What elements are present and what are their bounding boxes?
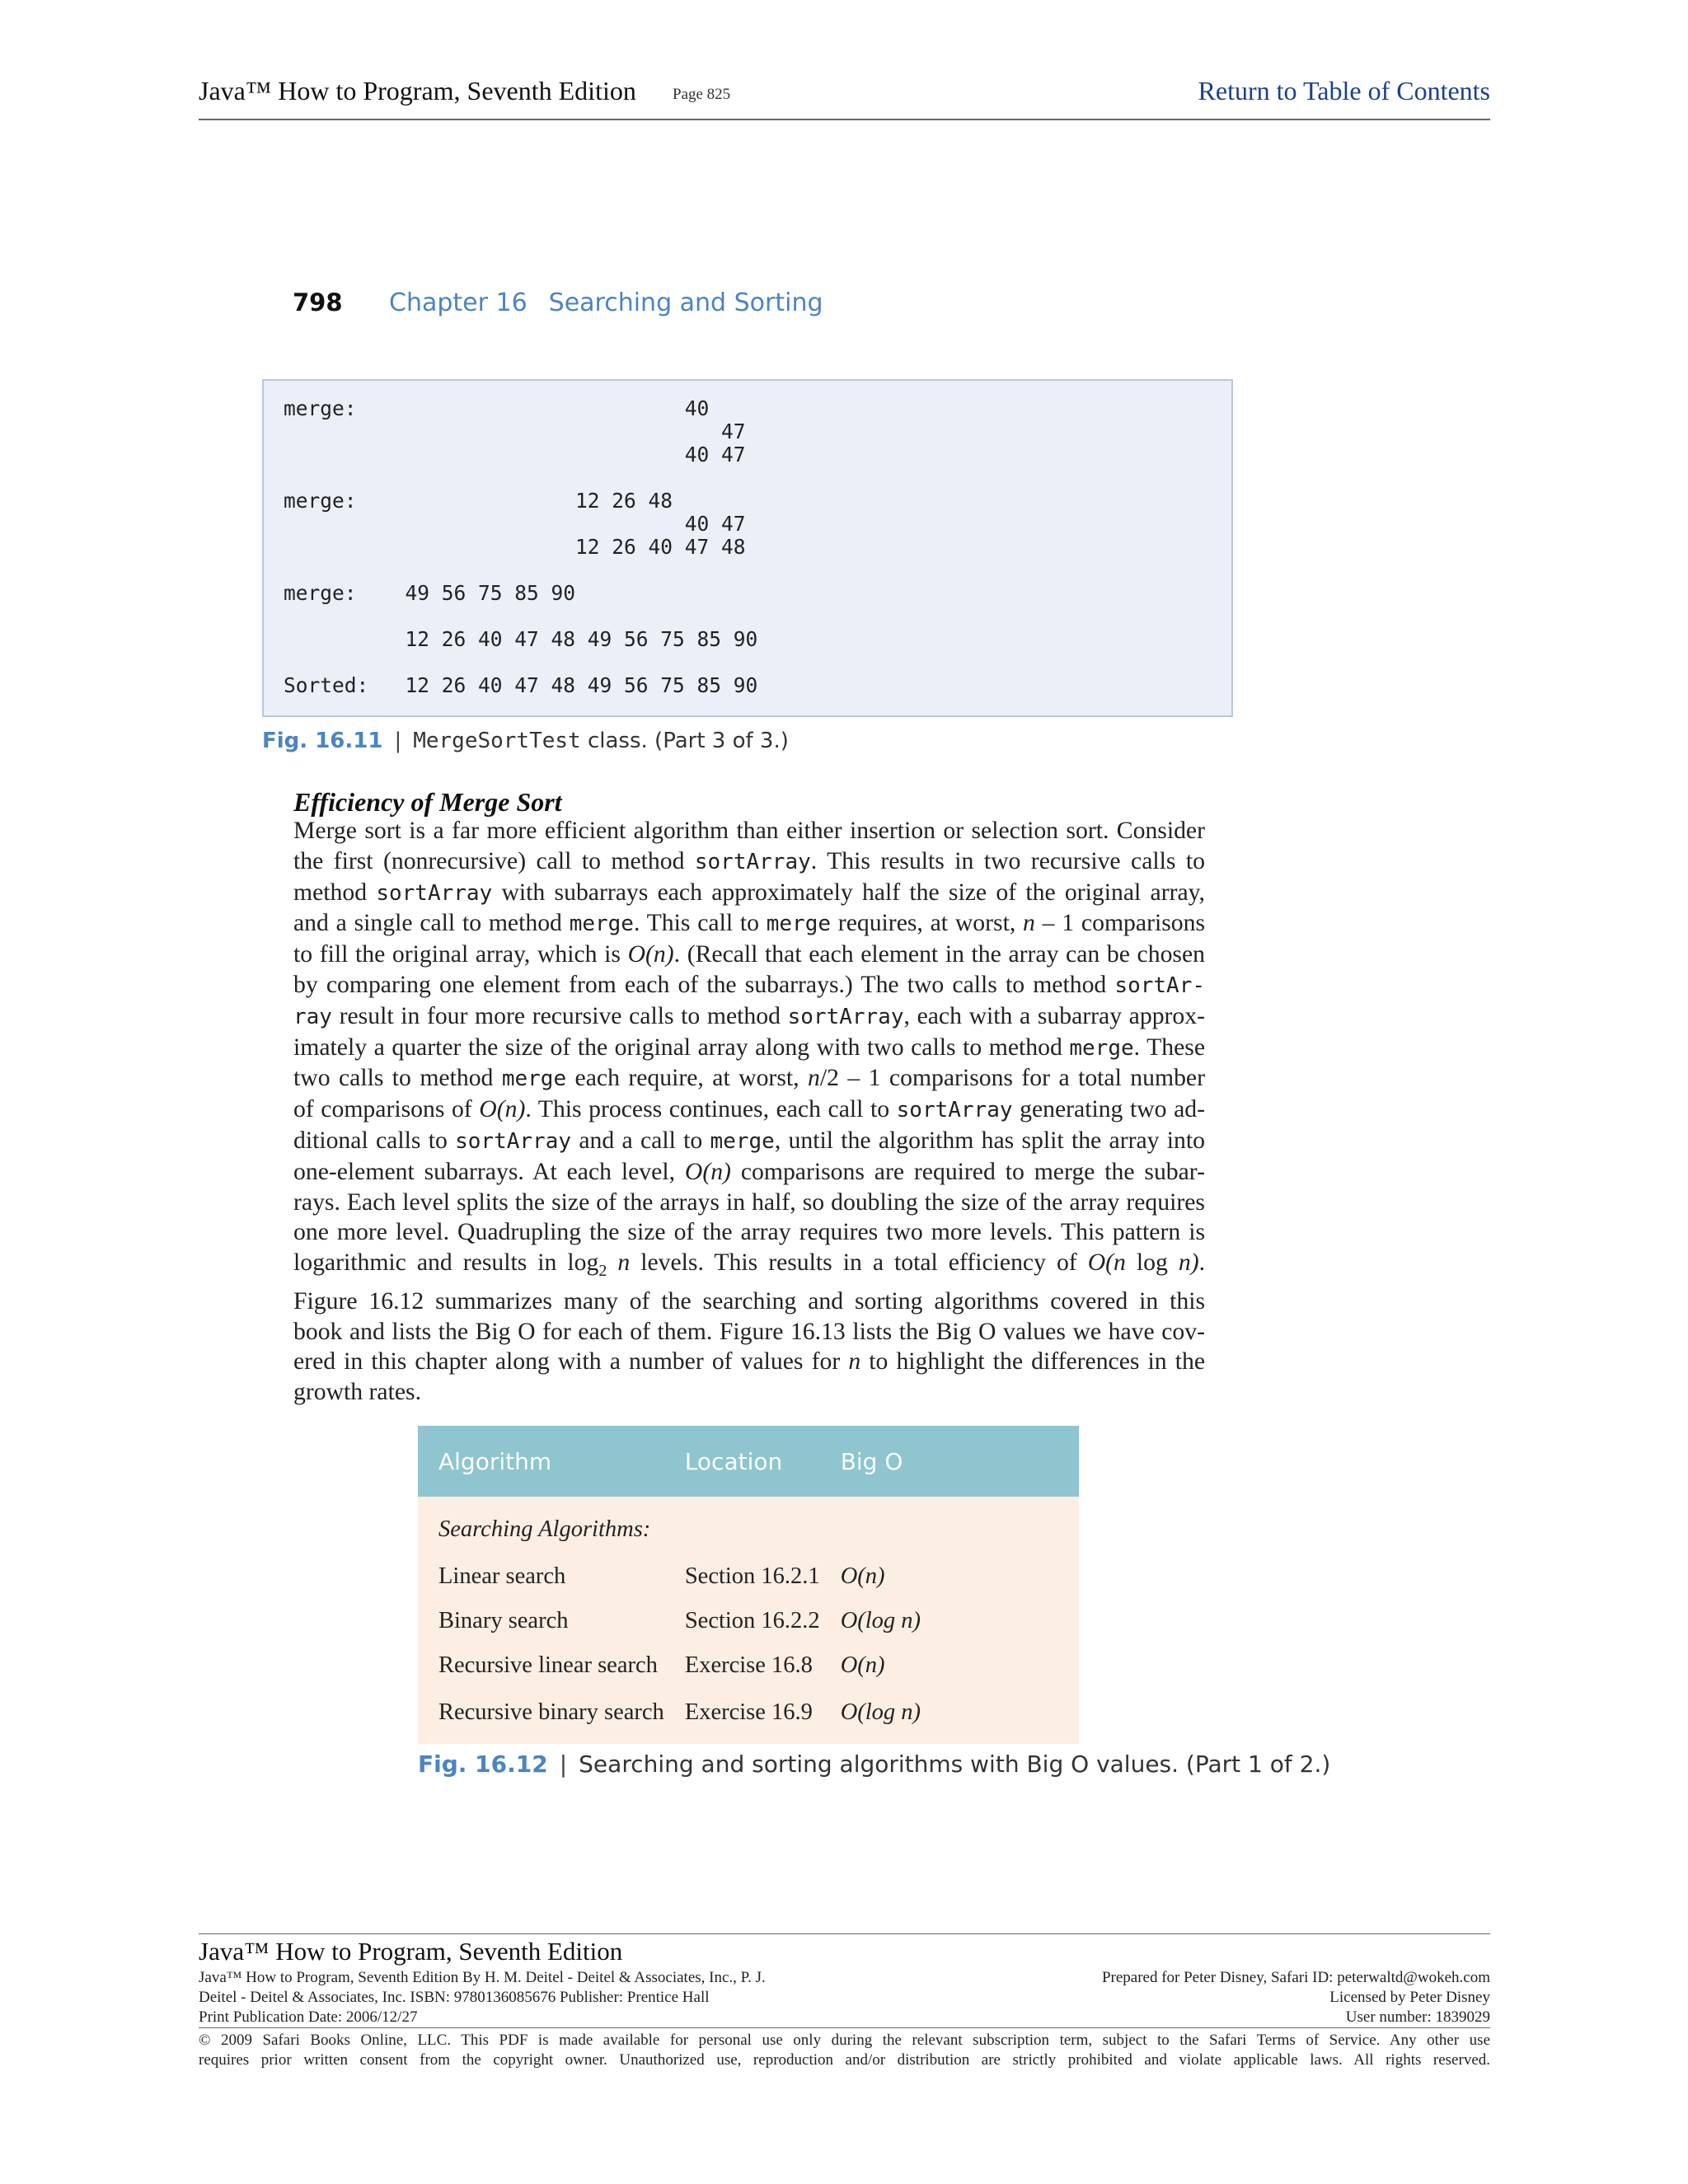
footer-copyright xyxy=(199,2031,1490,2070)
section-body-paragraph xyxy=(293,816,1205,1408)
column-header-big-o: Big O xyxy=(820,1426,1079,1497)
text-run: Merge sort is a far more efficient algorithm than either insertion or selection sort. Consider xyxy=(293,818,1205,844)
body-text-line xyxy=(293,1157,1205,1188)
algorithm-cell: Recursive linear search xyxy=(418,1643,664,1688)
text-run xyxy=(607,1249,617,1276)
table-row xyxy=(418,1688,1079,1744)
body-text-line xyxy=(293,816,1205,846)
text-run: result in four more recursive calls to method xyxy=(331,1002,788,1029)
inline-code: sortArray xyxy=(896,1098,1013,1123)
group-label: Searching Algorithms: xyxy=(418,1497,1079,1554)
inline-code: sortArray xyxy=(787,1004,904,1029)
inline-code: merge xyxy=(501,1066,567,1092)
footer-copyright-line: requires prior written consent from the copyright owner. Unauthorized use, reproduction and/or distribution are strictly prohibited and violate applicable laws. All rights reserved. xyxy=(199,2051,1490,2069)
text-run: one more level. Quadrupling the size of the array requires two more levels. This pattern is xyxy=(293,1219,1205,1246)
top-header xyxy=(199,76,1490,120)
math-variable: n xyxy=(807,1065,820,1092)
footer-copyright-line: © 2009 Safari Books Online, LLC. This PDF is made available for personal use only during the relevant subscription term, subject to the Safari Terms of Service. Any other use xyxy=(199,2032,1490,2049)
text-run: log xyxy=(1125,1249,1179,1277)
text-run: two calls to method xyxy=(293,1065,502,1092)
text-run: logarithmic and results in log xyxy=(293,1249,599,1277)
footer-top-rule xyxy=(199,1933,1490,1934)
text-run: /2 – 1 comparisons for a total number xyxy=(819,1065,1205,1092)
math-variable: n xyxy=(617,1249,631,1277)
footer-line: User number: 1839029 xyxy=(1345,2008,1490,2026)
chapter-running-head xyxy=(389,288,823,317)
chapter-number: Chapter 16 xyxy=(389,288,528,317)
body-text-line xyxy=(293,1033,1205,1064)
body-text-line xyxy=(293,970,1205,1001)
location-cell: Exercise 16.9 xyxy=(664,1688,820,1744)
body-text-line xyxy=(293,940,1205,970)
table-row xyxy=(418,1643,1079,1688)
algorithm-cell: Linear search xyxy=(418,1554,664,1599)
figure-caption-16-11 xyxy=(262,729,789,753)
body-text-line xyxy=(293,1217,1205,1248)
inline-code: sortArray xyxy=(455,1128,572,1154)
math-variable: n) xyxy=(1178,1249,1199,1277)
text-run: . This process continues, each call to xyxy=(525,1096,897,1123)
program-output-box xyxy=(262,379,1233,717)
math-variable: n xyxy=(1023,910,1035,937)
footer-publication-info xyxy=(199,1968,766,2027)
page-number: 798 xyxy=(293,288,343,316)
caption-separator: | xyxy=(559,1750,568,1778)
column-header-algorithm: Algorithm xyxy=(418,1426,664,1497)
figure-caption-16-12 xyxy=(418,1750,1330,1778)
text-run: ditional calls to xyxy=(293,1127,456,1154)
body-text-line xyxy=(293,1126,1205,1157)
inline-code: merge xyxy=(1069,1035,1134,1061)
figure-label: Fig. 16.12 xyxy=(418,1750,548,1778)
math-variable: n xyxy=(848,1348,861,1376)
figure-class-name: MergeSortTest xyxy=(413,729,581,753)
text-run: and a call to xyxy=(571,1127,710,1154)
footer-line: Java™ How to Program, Seventh Edition By H. M. Deitel - Deitel & Associates, Inc., P. J. xyxy=(199,1969,766,1986)
body-text-line xyxy=(293,846,1205,878)
footer-divider xyxy=(199,2027,1490,2028)
text-run: to highlight the differences in the xyxy=(860,1348,1206,1376)
return-to-toc-link[interactable]: Return to Table of Contents xyxy=(1198,76,1490,105)
body-text-line xyxy=(293,1094,1205,1126)
inline-code: sortArray xyxy=(694,849,811,874)
math-variable: O(n) xyxy=(684,1158,731,1185)
figure-label: Fig. 16.11 xyxy=(262,729,383,753)
table-row xyxy=(418,1599,1079,1643)
table-row xyxy=(418,1554,1079,1599)
inline-code: merge xyxy=(766,912,832,937)
text-run: book and lists the Big O for each of them. Figure 16.13 lists the Big O values we have cov- xyxy=(293,1318,1205,1345)
text-run: rays. Each level splits the size of the arrays in half, so doubling the size of the array requires xyxy=(293,1188,1205,1216)
math-variable: O(n xyxy=(1087,1249,1126,1277)
inline-code: merge xyxy=(569,912,634,937)
body-text-line xyxy=(293,1377,1205,1408)
inline-code: sortArray xyxy=(376,880,493,906)
math-variable: O(n) xyxy=(627,941,674,968)
text-run: – 1 comparisons xyxy=(1034,910,1205,937)
text-run: growth rates. xyxy=(293,1379,421,1406)
footer-line: Print Publication Date: 2006/12/27 xyxy=(199,2008,418,2026)
location-cell: Exercise 16.8 xyxy=(664,1643,820,1688)
column-header-location: Location xyxy=(664,1426,820,1497)
body-text-line xyxy=(293,1248,1205,1286)
text-run: . xyxy=(1198,1249,1206,1277)
section-heading: Efficiency of Merge Sort xyxy=(293,787,562,817)
text-run: one-element subarrays. At each level, xyxy=(293,1158,685,1185)
big-o-cell: O(log n) xyxy=(820,1688,1079,1744)
text-run: the first (nonrecursive) call to method xyxy=(293,847,695,874)
text-run: and a single call to method xyxy=(293,910,570,937)
text-run: . This results in two recursive calls to xyxy=(810,847,1205,874)
footer-line: Prepared for Peter Disney, Safari ID: peterwaltd@wokeh.com xyxy=(1101,1969,1490,1986)
subscript: 2 xyxy=(598,1262,607,1281)
inline-code: ray xyxy=(293,1004,332,1029)
text-run: levels. This results in a total efficiency of xyxy=(630,1249,1088,1277)
footer-license-info xyxy=(1102,1968,1490,2027)
body-text-line xyxy=(293,1063,1205,1094)
table-group-row xyxy=(418,1497,1079,1554)
big-o-cell: O(n) xyxy=(820,1554,1079,1599)
book-title: Java™ How to Program, Seventh Edition xyxy=(199,76,636,105)
caption-separator: | xyxy=(394,729,402,753)
chapter-title: Searching and Sorting xyxy=(548,288,823,317)
body-text-line xyxy=(293,1317,1205,1347)
text-run: comparisons are required to merge the subar- xyxy=(730,1158,1205,1185)
program-output-text: merge: 40 47 40 47 merge: 12 26 48 40 47 12 26 40 47 48 merge: 49 56 75 85 90 12 26 40 47 48 49 56 75 85 90 Sorted: 12 26 40 47 48 49 56 75 85 90 xyxy=(284,396,758,697)
body-text-line xyxy=(293,908,1205,940)
body-text-line xyxy=(293,1188,1205,1218)
text-run: each require, at worst, xyxy=(566,1065,808,1092)
text-run: by comparing one element from each of the subarrays.) The two calls to method xyxy=(293,971,1115,998)
big-o-cell: O(log n) xyxy=(820,1599,1079,1643)
footer-book-title: Java™ How to Program, Seventh Edition xyxy=(199,1937,623,1966)
big-o-cell: O(n) xyxy=(820,1643,1079,1688)
text-run: of comparisons of xyxy=(293,1096,480,1123)
text-run: . These xyxy=(1133,1033,1205,1061)
inline-code: merge xyxy=(710,1128,775,1154)
text-run: . (Recall that each element in the array can be chosen xyxy=(673,941,1205,968)
text-run: . This call to xyxy=(633,910,767,937)
pdf-page-number: Page 825 xyxy=(673,86,731,103)
big-o-table xyxy=(418,1426,1079,1744)
text-run: to fill the original array, which is xyxy=(293,941,628,968)
figure-caption-text: Searching and sorting algorithms with Big O values. (Part 1 of 2.) xyxy=(579,1750,1331,1778)
location-cell: Section 16.2.1 xyxy=(664,1554,820,1599)
text-run: requires, at worst, xyxy=(831,910,1024,937)
algorithm-cell: Recursive binary search xyxy=(418,1688,664,1744)
body-text-line xyxy=(293,1286,1205,1317)
location-cell: Section 16.2.2 xyxy=(664,1599,820,1643)
text-run: imately a quarter the size of the original array along with two calls to method xyxy=(293,1033,1070,1061)
table-header-row xyxy=(418,1426,1079,1497)
text-run: with subarrays each approximately half the size of the original array, xyxy=(492,879,1205,906)
inline-code: sortAr- xyxy=(1114,972,1205,998)
text-run: , each with a subarray approx- xyxy=(903,1002,1206,1029)
text-run: ered in this chapter along with a number of values for xyxy=(293,1348,849,1376)
footer-line: Deitel - Deitel & Associates, Inc. ISBN: 9780136085676 Publisher: Prentice Hall xyxy=(199,1989,710,2006)
body-text-line xyxy=(293,1001,1205,1033)
body-text-line xyxy=(293,878,1205,909)
figure-caption-text: class. (Part 3 of 3.) xyxy=(580,729,789,753)
text-run: Figure 16.12 summarizes many of the searching and sorting algorithms covered in this xyxy=(293,1287,1205,1315)
algorithm-cell: Binary search xyxy=(418,1599,664,1643)
footer-line: Licensed by Peter Disney xyxy=(1329,1989,1490,2006)
body-text-line xyxy=(293,1347,1205,1377)
text-run: method xyxy=(293,879,377,906)
math-variable: O(n) xyxy=(479,1096,526,1123)
text-run: generating two ad- xyxy=(1012,1096,1206,1123)
text-run: , until the algorithm has split the array into xyxy=(774,1127,1205,1154)
